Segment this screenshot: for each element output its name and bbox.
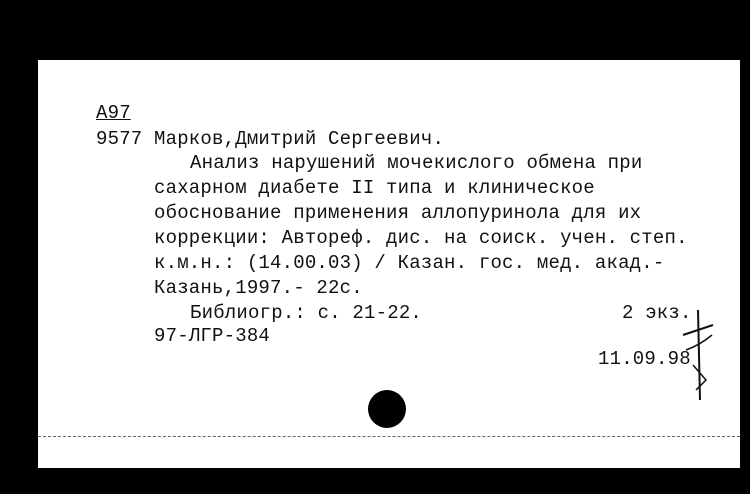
- title-line: коррекции: Автореф. дис. на соиск. учен. степ.: [154, 227, 688, 249]
- title-line: сахарном диабете II типа и клиническое: [154, 177, 595, 199]
- accession-number: 9577: [96, 128, 143, 150]
- shelfmark: А97: [96, 102, 131, 124]
- card-edge-line: [38, 436, 740, 437]
- catalog-card: [38, 60, 740, 468]
- punch-hole: [368, 390, 406, 428]
- bibliography-note: Библиогр.: с. 21-22.: [190, 302, 423, 324]
- title-line: к.м.н.: (14.00.03) / Казан. гос. мед. акад.-: [154, 252, 665, 274]
- title-line: обоснование применения аллопуринола для их: [154, 202, 642, 224]
- catalog-code: 97-ЛГР-384: [154, 325, 271, 347]
- signature-mark: [678, 305, 718, 405]
- date-stamp: 11.09.98: [598, 348, 691, 370]
- title-line: Казань,1997.- 22с.: [154, 277, 363, 299]
- author-name: Марков,Дмитрий Сергеевич.: [154, 128, 445, 150]
- copies-count: 2 экз.: [622, 302, 692, 324]
- title-line: Анализ нарушений мочекислого обмена при: [190, 152, 643, 174]
